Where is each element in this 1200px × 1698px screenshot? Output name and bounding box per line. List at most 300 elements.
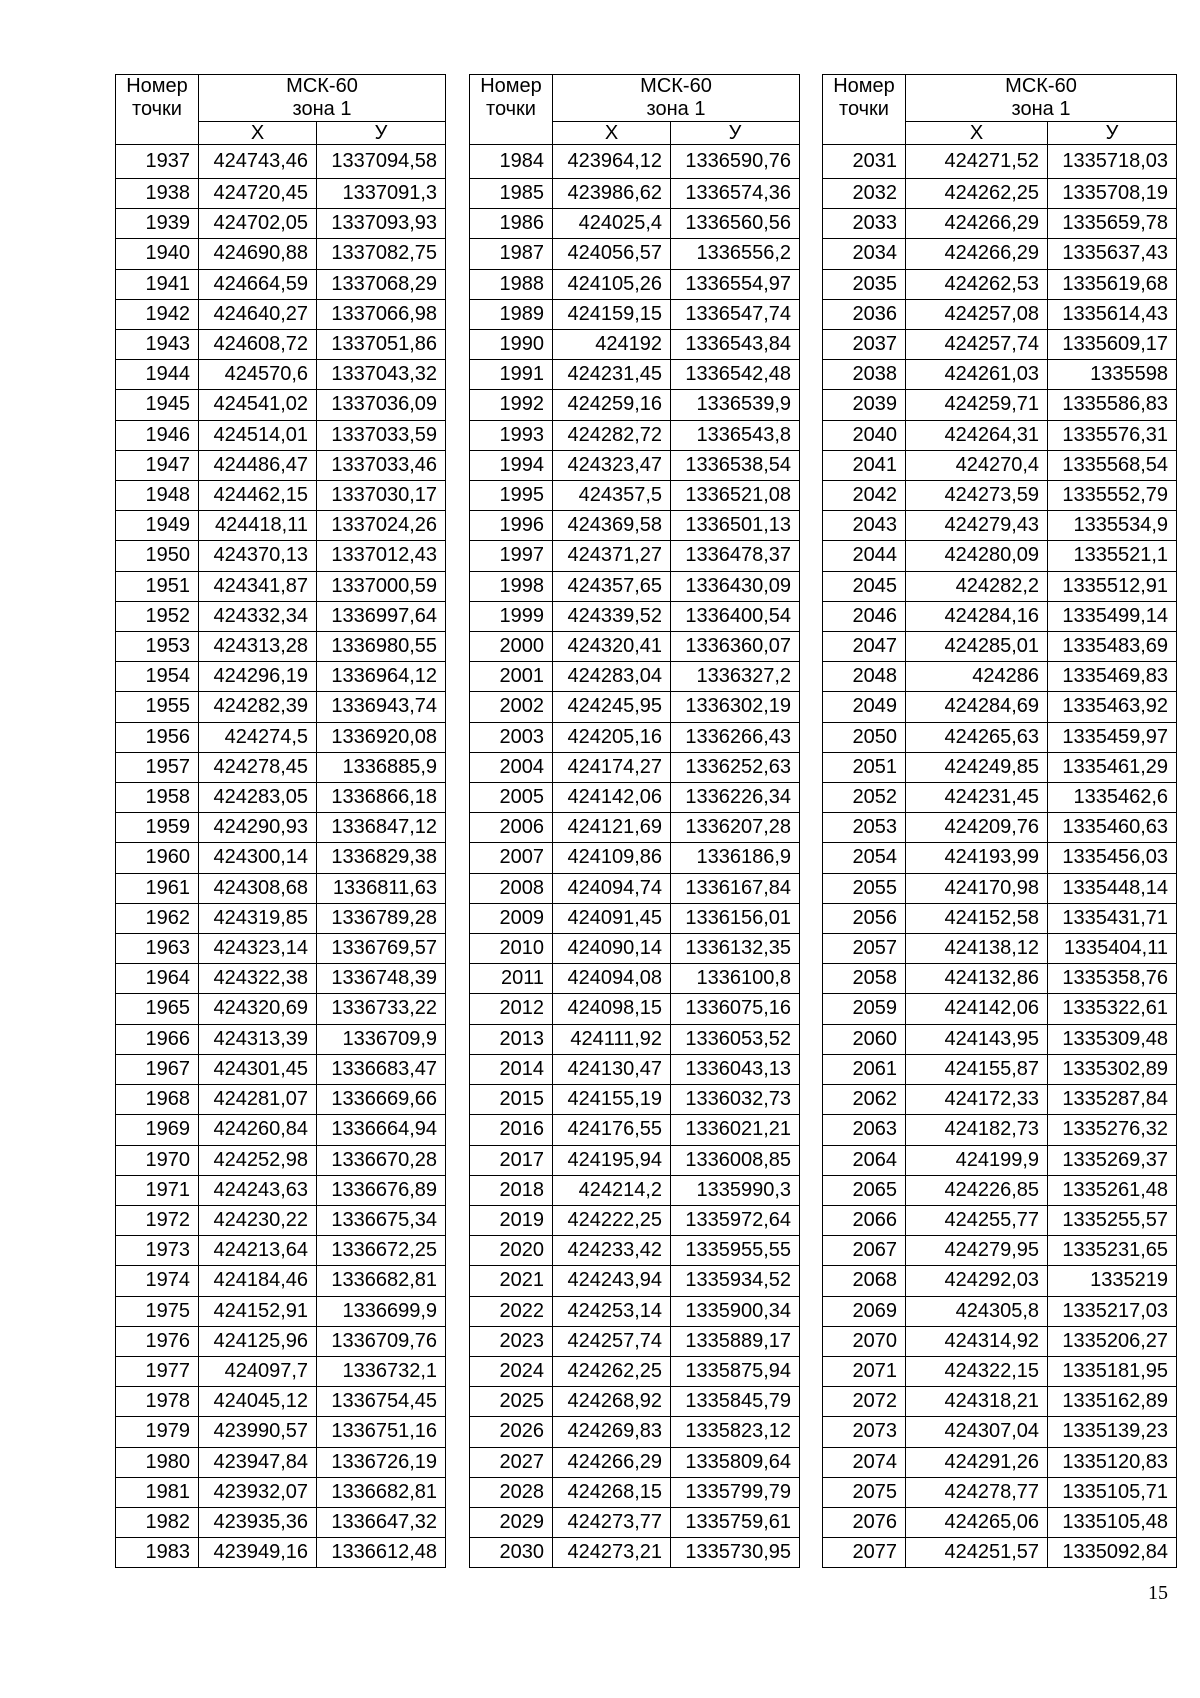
point-number-cell: 2038 [823, 360, 906, 390]
point-number-cell: 2062 [823, 1085, 906, 1115]
y-coordinate-cell: 1336733,22 [317, 994, 446, 1024]
x-coordinate-cell: 424094,74 [553, 873, 671, 903]
table-row [116, 269, 446, 299]
x-coordinate-cell: 424371,27 [553, 541, 671, 571]
point-number-cell: 1992 [470, 390, 553, 420]
table-row [116, 752, 446, 782]
point-number-cell: 1985 [470, 179, 553, 209]
table-row [823, 601, 1177, 631]
point-number-cell: 1978 [116, 1387, 199, 1417]
table-row [470, 1417, 800, 1447]
y-coordinate-cell: 1335206,27 [1048, 1326, 1177, 1356]
table-row [470, 783, 800, 813]
y-coordinate-cell: 1335614,43 [1048, 299, 1177, 329]
table-row [823, 1266, 1177, 1296]
point-number-cell: 2055 [823, 873, 906, 903]
point-number-cell: 2029 [470, 1507, 553, 1537]
y-coordinate-cell: 1335302,89 [1048, 1054, 1177, 1084]
point-number-cell: 2026 [470, 1417, 553, 1447]
y-coordinate-cell: 1335875,94 [671, 1356, 800, 1386]
table-row [823, 1477, 1177, 1507]
point-number-cell: 2053 [823, 813, 906, 843]
y-coordinate-cell: 1335255,57 [1048, 1205, 1177, 1235]
point-number-cell: 1965 [116, 994, 199, 1024]
y-coordinate-cell: 1336709,76 [317, 1326, 446, 1356]
table-row [470, 239, 800, 269]
point-number-cell: 2040 [823, 420, 906, 450]
y-coordinate-cell: 1335809,64 [671, 1447, 800, 1477]
y-coordinate-cell: 1336997,64 [317, 601, 446, 631]
x-coordinate-cell: 424257,74 [906, 330, 1048, 360]
coordinate-system-header: МСК-60 зона 1 [553, 75, 800, 122]
y-coordinate-cell: 1335460,63 [1048, 813, 1177, 843]
y-coordinate-cell: 1336266,43 [671, 722, 800, 752]
y-coordinate-cell: 1336590,76 [671, 145, 800, 179]
point-number-cell: 2005 [470, 783, 553, 813]
x-coordinate-cell: 424230,22 [199, 1205, 317, 1235]
x-coordinate-cell: 424314,92 [906, 1326, 1048, 1356]
y-coordinate-cell: 1335799,79 [671, 1477, 800, 1507]
table-row [470, 541, 800, 571]
point-number-cell: 2002 [470, 692, 553, 722]
point-number-cell: 1977 [116, 1356, 199, 1386]
table-row [470, 1296, 800, 1326]
table-row [470, 1266, 800, 1296]
point-number-cell: 2032 [823, 179, 906, 209]
x-coordinate-cell: 424269,83 [553, 1417, 671, 1447]
x-coordinate-cell: 424273,21 [553, 1538, 671, 1568]
y-coordinate-cell: 1335139,23 [1048, 1417, 1177, 1447]
x-coordinate-cell: 424170,98 [906, 873, 1048, 903]
table-row [470, 145, 800, 179]
y-coordinate-cell: 1336748,39 [317, 964, 446, 994]
point-number-cell: 2006 [470, 813, 553, 843]
table-row [116, 1085, 446, 1115]
x-column-header: Х [906, 122, 1048, 145]
x-coordinate-cell: 424280,09 [906, 541, 1048, 571]
table-row [116, 843, 446, 873]
point-number-cell: 1938 [116, 179, 199, 209]
point-number-cell: 2004 [470, 752, 553, 782]
x-coordinate-cell: 424255,77 [906, 1205, 1048, 1235]
table-row [823, 632, 1177, 662]
y-coordinate-cell: 1335231,65 [1048, 1236, 1177, 1266]
x-coordinate-cell: 424152,58 [906, 903, 1048, 933]
table-row [470, 1387, 800, 1417]
point-number-cell: 2009 [470, 903, 553, 933]
y-coordinate-cell: 1335358,76 [1048, 964, 1177, 994]
table-row [823, 269, 1177, 299]
point-number-cell: 2017 [470, 1145, 553, 1175]
y-coordinate-cell: 1335322,61 [1048, 994, 1177, 1024]
y-coordinate-cell: 1336670,28 [317, 1145, 446, 1175]
y-coordinate-cell: 1335483,69 [1048, 632, 1177, 662]
point-number-cell: 2045 [823, 571, 906, 601]
x-coordinate-cell: 424339,52 [553, 601, 671, 631]
y-coordinate-cell: 1335955,55 [671, 1236, 800, 1266]
y-coordinate-cell: 1335459,97 [1048, 722, 1177, 752]
point-number-cell: 1998 [470, 571, 553, 601]
table-row [823, 571, 1177, 601]
y-coordinate-cell: 1335404,11 [1048, 934, 1177, 964]
point-number-cell: 2047 [823, 632, 906, 662]
y-coordinate-cell: 1336964,12 [317, 662, 446, 692]
y-coordinate-cell: 1336521,08 [671, 481, 800, 511]
y-coordinate-cell: 1336501,13 [671, 511, 800, 541]
x-coordinate-cell: 424296,19 [199, 662, 317, 692]
point-number-cell: 1963 [116, 934, 199, 964]
point-number-cell: 2077 [823, 1538, 906, 1568]
x-coordinate-cell: 424125,96 [199, 1326, 317, 1356]
x-coordinate-cell: 424514,01 [199, 420, 317, 450]
x-coordinate-cell: 424369,58 [553, 511, 671, 541]
point-number-cell: 2050 [823, 722, 906, 752]
point-number-cell: 2000 [470, 632, 553, 662]
point-number-cell: 2075 [823, 1477, 906, 1507]
y-coordinate-cell: 1336682,81 [317, 1477, 446, 1507]
point-number-cell: 1988 [470, 269, 553, 299]
table-row [116, 964, 446, 994]
y-coordinate-cell: 1336574,36 [671, 179, 800, 209]
y-coordinate-cell: 1336811,63 [317, 873, 446, 903]
y-coordinate-cell: 1337030,17 [317, 481, 446, 511]
x-coordinate-cell: 424172,33 [906, 1085, 1048, 1115]
y-coordinate-cell: 1336543,8 [671, 420, 800, 450]
table-row [823, 450, 1177, 480]
table-row [823, 1175, 1177, 1205]
table-row [823, 209, 1177, 239]
table-row [823, 145, 1177, 179]
table-row [116, 541, 446, 571]
table-row [116, 1356, 446, 1386]
table-row [823, 481, 1177, 511]
y-coordinate-cell: 1335462,6 [1048, 783, 1177, 813]
x-coordinate-cell: 424231,45 [906, 783, 1048, 813]
y-coordinate-cell: 1335431,71 [1048, 903, 1177, 933]
point-number-cell: 1999 [470, 601, 553, 631]
y-coordinate-cell: 1336560,56 [671, 209, 800, 239]
x-coordinate-cell: 424283,04 [553, 662, 671, 692]
point-number-cell: 1959 [116, 813, 199, 843]
y-coordinate-cell: 1336612,48 [317, 1538, 446, 1568]
table-row [116, 179, 446, 209]
table-row [116, 1115, 446, 1145]
x-coordinate-cell: 424290,93 [199, 813, 317, 843]
table-row [470, 390, 800, 420]
y-coordinate-cell: 1335730,95 [671, 1538, 800, 1568]
point-number-cell: 1980 [116, 1447, 199, 1477]
x-coordinate-cell: 424265,06 [906, 1507, 1048, 1537]
x-coordinate-cell: 424253,14 [553, 1296, 671, 1326]
x-coordinate-cell: 424320,69 [199, 994, 317, 1024]
y-coordinate-cell: 1335568,54 [1048, 450, 1177, 480]
y-coordinate-cell: 1336360,07 [671, 632, 800, 662]
table-row [823, 541, 1177, 571]
table-row [470, 269, 800, 299]
x-coordinate-cell: 424322,38 [199, 964, 317, 994]
table-row [470, 632, 800, 662]
point-number-cell: 2039 [823, 390, 906, 420]
table-row [470, 179, 800, 209]
table-row [823, 662, 1177, 692]
y-column-header: У [317, 122, 446, 145]
point-number-header: Номер точки [823, 75, 906, 145]
y-coordinate-cell: 1336400,54 [671, 601, 800, 631]
x-coordinate-cell: 424111,92 [553, 1024, 671, 1054]
point-number-cell: 1962 [116, 903, 199, 933]
table-row [823, 1447, 1177, 1477]
x-coordinate-cell: 424323,14 [199, 934, 317, 964]
table-row [823, 692, 1177, 722]
x-coordinate-cell: 424159,15 [553, 299, 671, 329]
table-row [823, 1205, 1177, 1235]
x-coordinate-cell: 424664,59 [199, 269, 317, 299]
y-coordinate-cell: 1335499,14 [1048, 601, 1177, 631]
x-coordinate-cell: 424278,77 [906, 1477, 1048, 1507]
x-coordinate-cell: 424307,04 [906, 1417, 1048, 1447]
y-coordinate-cell: 1336675,34 [317, 1205, 446, 1235]
table-row [116, 239, 446, 269]
y-coordinate-cell: 1335181,95 [1048, 1356, 1177, 1386]
table-row [116, 601, 446, 631]
y-coordinate-cell: 1335261,48 [1048, 1175, 1177, 1205]
point-number-cell: 1991 [470, 360, 553, 390]
table-row [116, 390, 446, 420]
x-coordinate-cell: 424282,72 [553, 420, 671, 450]
point-number-cell: 1956 [116, 722, 199, 752]
x-coordinate-cell: 424640,27 [199, 299, 317, 329]
y-coordinate-cell: 1336538,54 [671, 450, 800, 480]
x-coordinate-cell: 423949,16 [199, 1538, 317, 1568]
x-coordinate-cell: 424308,68 [199, 873, 317, 903]
y-coordinate-cell: 1336100,8 [671, 964, 800, 994]
point-number-cell: 2044 [823, 541, 906, 571]
table-row [116, 1447, 446, 1477]
x-coordinate-cell: 424262,53 [906, 269, 1048, 299]
point-number-cell: 2014 [470, 1054, 553, 1084]
table-row [823, 179, 1177, 209]
coordinate-system-header: МСК-60 зона 1 [199, 75, 446, 122]
point-number-header: Номер точки [470, 75, 553, 145]
y-coordinate-cell: 1336885,9 [317, 752, 446, 782]
x-coordinate-cell: 424370,13 [199, 541, 317, 571]
x-coordinate-cell: 424213,64 [199, 1236, 317, 1266]
y-coordinate-cell: 1335637,43 [1048, 239, 1177, 269]
x-coordinate-cell: 424320,41 [553, 632, 671, 662]
point-number-cell: 1948 [116, 481, 199, 511]
table-row [470, 571, 800, 601]
table-row [823, 843, 1177, 873]
table-row [823, 964, 1177, 994]
y-coordinate-cell: 1337024,26 [317, 511, 446, 541]
y-coordinate-cell: 1336539,9 [671, 390, 800, 420]
point-number-header: Номер точки [116, 75, 199, 145]
table-row [823, 1024, 1177, 1054]
y-coordinate-cell: 1335521,1 [1048, 541, 1177, 571]
x-coordinate-cell: 424323,47 [553, 450, 671, 480]
point-number-cell: 2020 [470, 1236, 553, 1266]
point-number-cell: 1974 [116, 1266, 199, 1296]
table-row [116, 722, 446, 752]
point-number-cell: 2003 [470, 722, 553, 752]
x-coordinate-cell: 424273,59 [906, 481, 1048, 511]
point-number-cell: 2008 [470, 873, 553, 903]
y-coordinate-cell: 1336866,18 [317, 783, 446, 813]
table-row [470, 662, 800, 692]
table-row [823, 873, 1177, 903]
y-coordinate-cell: 1336226,34 [671, 783, 800, 813]
x-coordinate-cell: 424245,95 [553, 692, 671, 722]
table-row [823, 1326, 1177, 1356]
x-coordinate-cell: 424286 [906, 662, 1048, 692]
point-number-cell: 2073 [823, 1417, 906, 1447]
x-coordinate-cell: 424094,08 [553, 964, 671, 994]
x-coordinate-cell: 424313,39 [199, 1024, 317, 1054]
y-coordinate-cell: 1336327,2 [671, 662, 800, 692]
y-coordinate-cell: 1336252,63 [671, 752, 800, 782]
x-coordinate-cell: 424233,42 [553, 1236, 671, 1266]
point-number-cell: 2018 [470, 1175, 553, 1205]
y-coordinate-cell: 1335889,17 [671, 1326, 800, 1356]
x-coordinate-cell: 424268,15 [553, 1477, 671, 1507]
table-row [470, 209, 800, 239]
x-coordinate-cell: 424264,31 [906, 420, 1048, 450]
point-number-cell: 2059 [823, 994, 906, 1024]
table-row [470, 1236, 800, 1266]
table-body [116, 145, 446, 1568]
point-number-cell: 1950 [116, 541, 199, 571]
point-number-cell: 2036 [823, 299, 906, 329]
point-number-cell: 2042 [823, 481, 906, 511]
y-coordinate-cell: 1335120,83 [1048, 1447, 1177, 1477]
point-number-cell: 1989 [470, 299, 553, 329]
y-coordinate-cell: 1336769,57 [317, 934, 446, 964]
y-coordinate-cell: 1336543,84 [671, 330, 800, 360]
point-number-cell: 2007 [470, 843, 553, 873]
table-row [470, 1205, 800, 1235]
table-row [116, 1417, 446, 1447]
table-row [823, 1085, 1177, 1115]
point-number-cell: 2061 [823, 1054, 906, 1084]
table-row [823, 813, 1177, 843]
table-row [116, 1054, 446, 1084]
x-coordinate-cell: 424702,05 [199, 209, 317, 239]
x-coordinate-cell: 424182,73 [906, 1115, 1048, 1145]
y-coordinate-cell: 1335309,48 [1048, 1024, 1177, 1054]
point-number-cell: 2013 [470, 1024, 553, 1054]
x-coordinate-cell: 424268,92 [553, 1387, 671, 1417]
point-number-cell: 2028 [470, 1477, 553, 1507]
x-coordinate-cell: 424130,47 [553, 1054, 671, 1084]
x-coordinate-cell: 424132,86 [906, 964, 1048, 994]
x-coordinate-cell: 424690,88 [199, 239, 317, 269]
point-number-cell: 2071 [823, 1356, 906, 1386]
point-number-cell: 1967 [116, 1054, 199, 1084]
point-number-cell: 1987 [470, 239, 553, 269]
table-row [470, 934, 800, 964]
table-row [823, 420, 1177, 450]
y-coordinate-cell: 1335900,34 [671, 1296, 800, 1326]
x-coordinate-cell: 424231,45 [553, 360, 671, 390]
x-coordinate-cell: 424266,29 [906, 239, 1048, 269]
x-coordinate-cell: 424142,06 [553, 783, 671, 813]
x-coordinate-cell: 424743,46 [199, 145, 317, 179]
table-row [116, 420, 446, 450]
point-number-cell: 1990 [470, 330, 553, 360]
x-coordinate-cell: 424319,85 [199, 903, 317, 933]
y-coordinate-cell: 1335609,17 [1048, 330, 1177, 360]
x-coordinate-cell: 424270,4 [906, 450, 1048, 480]
table-row [823, 1236, 1177, 1266]
y-coordinate-cell: 1335092,84 [1048, 1538, 1177, 1568]
table-row [470, 1085, 800, 1115]
point-number-cell: 2076 [823, 1507, 906, 1537]
x-coordinate-cell: 424249,85 [906, 752, 1048, 782]
table-row [116, 145, 446, 179]
point-number-cell: 2034 [823, 239, 906, 269]
table-row [116, 450, 446, 480]
point-number-cell: 2067 [823, 1236, 906, 1266]
point-number-cell: 1983 [116, 1538, 199, 1568]
point-number-cell: 1970 [116, 1145, 199, 1175]
x-coordinate-cell: 424301,45 [199, 1054, 317, 1084]
y-coordinate-cell: 1336207,28 [671, 813, 800, 843]
point-number-cell: 1976 [116, 1326, 199, 1356]
point-number-cell: 2010 [470, 934, 553, 964]
x-coordinate-cell: 424282,39 [199, 692, 317, 722]
y-coordinate-cell: 1335934,52 [671, 1266, 800, 1296]
x-coordinate-cell: 424257,74 [553, 1326, 671, 1356]
table-row [116, 1387, 446, 1417]
y-coordinate-cell: 1336732,1 [317, 1356, 446, 1386]
table-body [470, 145, 800, 1568]
x-coordinate-cell: 423964,12 [553, 145, 671, 179]
x-coordinate-cell: 424282,2 [906, 571, 1048, 601]
y-coordinate-cell: 1336669,66 [317, 1085, 446, 1115]
y-coordinate-cell: 1336043,13 [671, 1054, 800, 1084]
point-number-cell: 1946 [116, 420, 199, 450]
table-row [470, 873, 800, 903]
x-coordinate-cell: 424025,4 [553, 209, 671, 239]
y-coordinate-cell: 1336053,52 [671, 1024, 800, 1054]
x-coordinate-cell: 424260,84 [199, 1115, 317, 1145]
point-number-cell: 2065 [823, 1175, 906, 1205]
point-number-cell: 2037 [823, 330, 906, 360]
point-number-cell: 2011 [470, 964, 553, 994]
x-coordinate-cell: 424486,47 [199, 450, 317, 480]
page-number: 15 [1148, 1582, 1168, 1604]
x-coordinate-cell: 424273,77 [553, 1507, 671, 1537]
y-coordinate-cell: 1335456,03 [1048, 843, 1177, 873]
table-row [823, 1356, 1177, 1386]
x-coordinate-cell: 424259,16 [553, 390, 671, 420]
y-coordinate-cell: 1335619,68 [1048, 269, 1177, 299]
table-row [116, 632, 446, 662]
point-number-cell: 1939 [116, 209, 199, 239]
y-coordinate-cell: 1337000,59 [317, 571, 446, 601]
y-coordinate-cell: 1336547,74 [671, 299, 800, 329]
table-row [470, 330, 800, 360]
table-row [470, 420, 800, 450]
y-coordinate-cell: 1335463,92 [1048, 692, 1177, 722]
y-coordinate-cell: 1336186,9 [671, 843, 800, 873]
y-coordinate-cell: 1336664,94 [317, 1115, 446, 1145]
table-row [116, 511, 446, 541]
x-coordinate-cell: 424252,98 [199, 1145, 317, 1175]
x-coordinate-cell: 424152,91 [199, 1296, 317, 1326]
table-row [823, 299, 1177, 329]
x-coordinate-cell: 424284,16 [906, 601, 1048, 631]
